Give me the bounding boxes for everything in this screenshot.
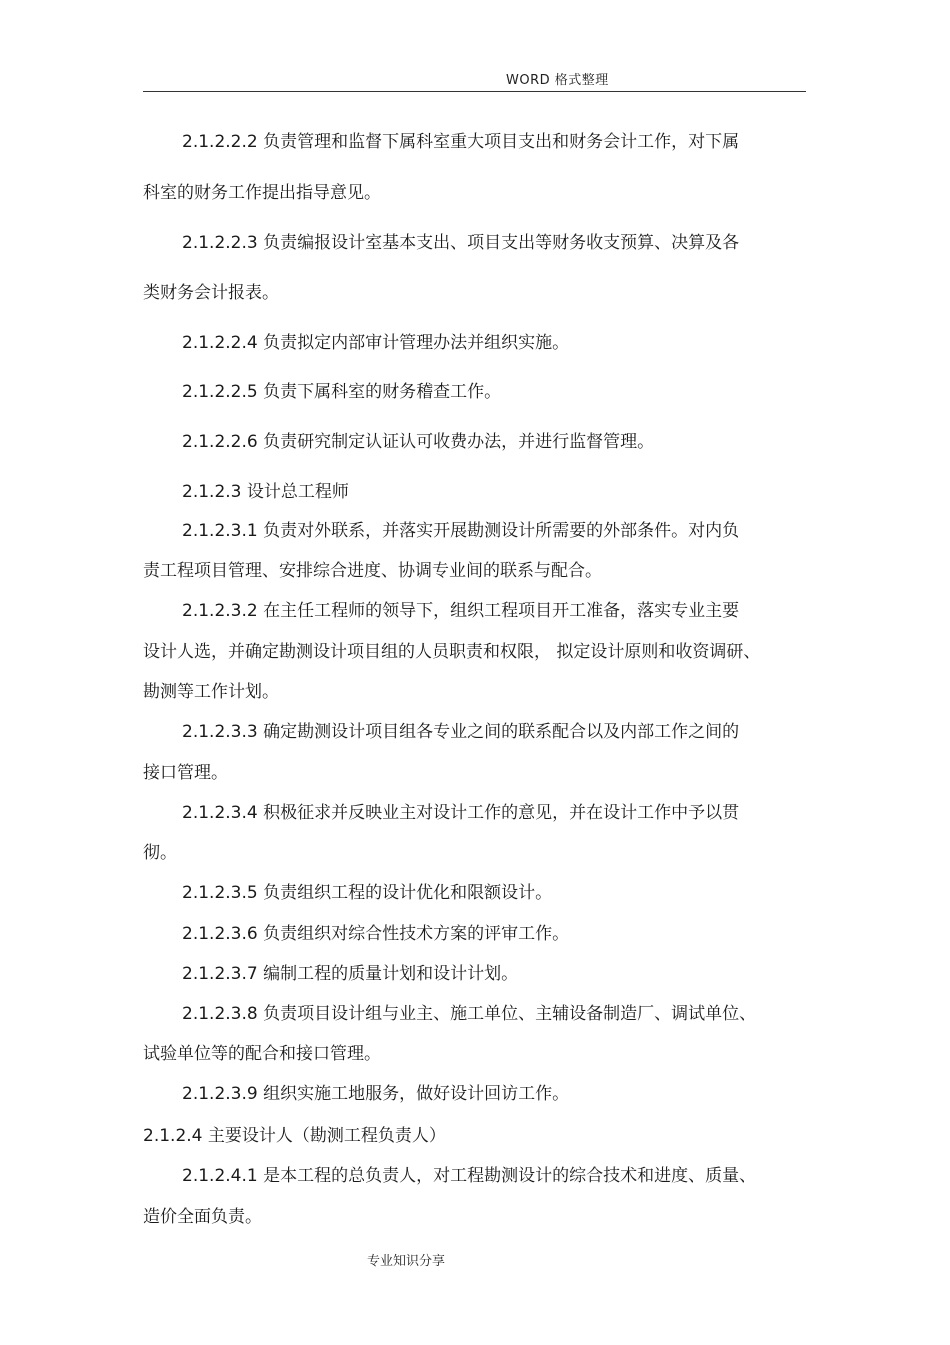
text-line: 接口管理。	[143, 763, 228, 783]
text-line: 2.1.2.3.4 积极征求并反映业主对设计工作的意见，并在设计工作中予以贯	[182, 803, 740, 823]
text-line: 2.1.2.2.2 负责管理和监督下属科室重大项目支出和财务会计工作，对下属	[182, 132, 740, 152]
text-line: 2.1.2.3.8 负责项目设计组与业主、施工单位、主辅设备制造厂、调试单位、	[182, 1004, 757, 1024]
header-title: WORD 格式整理	[506, 73, 609, 88]
text-line: 2.1.2.2.6 负责研究制定认证认可收费办法，并进行监督管理。	[182, 432, 655, 452]
header-divider	[143, 91, 806, 92]
text-line: 2.1.2.2.3 负责编报设计室基本支出、项目支出等财务收支预算、决算及各	[182, 233, 740, 253]
text-line: 勘测等工作计划。	[143, 682, 279, 702]
text-line: 责工程项目管理、安排综合进度、协调专业间的联系与配合。	[143, 561, 602, 581]
text-line: 2.1.2.3.3 确定勘测设计项目组各专业之间的联系配合以及内部工作之间的	[182, 722, 740, 742]
text-line: 科室的财务工作提出指导意见。	[143, 183, 381, 203]
section-heading: 2.1.2.4 主要设计人（勘测工程负责人）	[143, 1126, 446, 1146]
text-line: 彻。	[143, 843, 177, 863]
text-line: 设计人选，并确定勘测设计项目组的人员职责和权限， 拟定设计原则和收资调研、	[143, 642, 761, 662]
section-heading: 2.1.2.3 设计总工程师	[182, 482, 349, 502]
text-line: 试验单位等的配合和接口管理。	[143, 1044, 381, 1064]
text-line: 2.1.2.3.7 编制工程的质量计划和设计计划。	[182, 964, 519, 984]
text-line: 2.1.2.3.9 组织实施工地服务，做好设计回访工作。	[182, 1084, 570, 1104]
text-line: 2.1.2.3.1 负责对外联系，并落实开展勘测设计所需要的外部条件。对内负	[182, 521, 740, 541]
text-line: 2.1.2.3.2 在主任工程师的领导下，组织工程项目开工准备，落实专业主要	[182, 601, 740, 621]
text-line: 2.1.2.2.4 负责拟定内部审计管理办法并组织实施。	[182, 333, 570, 353]
text-line: 2.1.2.3.5 负责组织工程的设计优化和限额设计。	[182, 883, 553, 903]
text-line: 2.1.2.3.6 负责组织对综合性技术方案的评审工作。	[182, 924, 570, 944]
text-line: 2.1.2.4.1 是本工程的总负责人，对工程勘测设计的综合技术和进度、质量、	[182, 1166, 757, 1186]
footer-text: 专业知识分享	[367, 1254, 446, 1269]
text-line: 类财务会计报表。	[143, 283, 279, 303]
text-line: 2.1.2.2.5 负责下属科室的财务稽查工作。	[182, 382, 502, 402]
text-line: 造价全面负责。	[143, 1207, 262, 1227]
